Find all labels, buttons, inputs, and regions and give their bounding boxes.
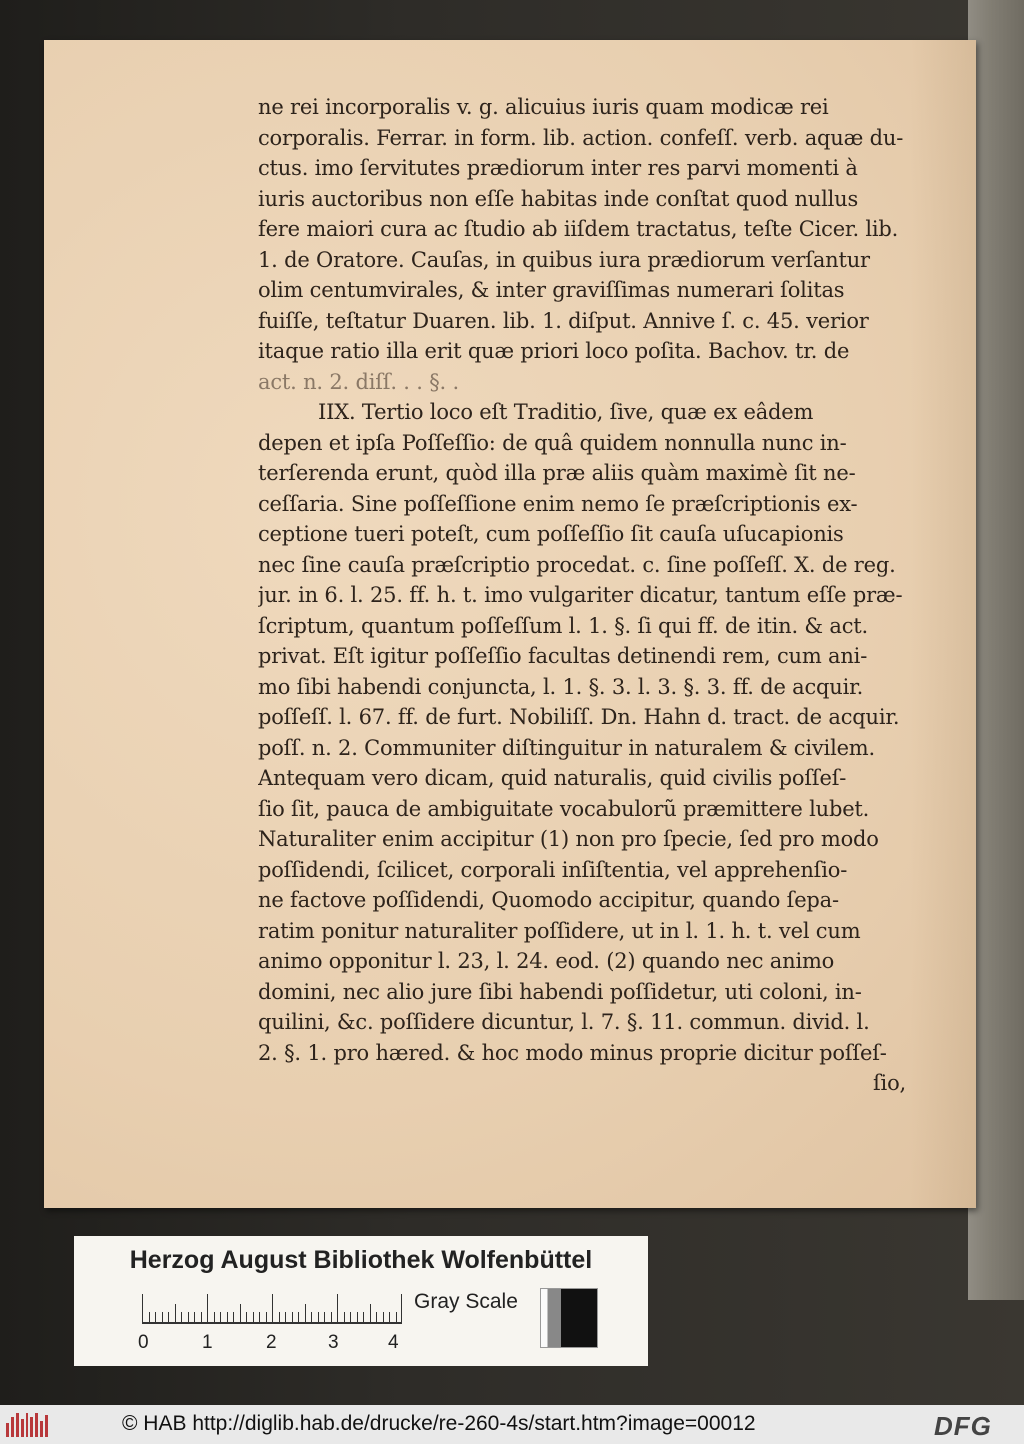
ruler-label-0: 0 [138, 1332, 149, 1353]
text-line: poſſeſſ. l. 67. ff. de furt. Nobiliſſ. Dn. Hahn d. tract. de acquir. [258, 705, 900, 729]
text-line: ſio ſit, pauca de ambiguitate vocabulorũ præmittere lubet. [258, 796, 870, 821]
text-line: ne rei incorporalis v. g. alicuius iuris quam modicæ rei [258, 95, 829, 119]
text-line: jur. in 6. l. 25. ff. h. t. imo vulgariter dicatur, tantum eſſe præ- [258, 583, 903, 607]
text-line: privat. Eſt igitur poſſeſſio facultas detinendi rem, cum ani- [258, 644, 868, 668]
hab-logo-icon [6, 1413, 48, 1437]
page-text [258, 92, 906, 1099]
text-line: 1. de Oratore. Cauſas, in quibus iura prædiorum verſantur [258, 247, 870, 272]
scale-ruler [142, 1294, 402, 1324]
text-line: olim centumvirales, & inter graviſſimas numerari ſolitas [258, 278, 845, 302]
text-line: Naturaliter enim accipitur (1) non pro ſpecie, ſed pro modo [258, 827, 879, 851]
ruler-label-2: 2 [266, 1332, 277, 1353]
text-line: ratim ponitur naturaliter poſſidere, ut in l. 1. h. t. vel cum [258, 918, 861, 943]
text-line: poſſidendi, ſcilicet, corporali inſiſtentia, vel apprehenſio- [258, 857, 848, 882]
catchword: ſio, [872, 1071, 906, 1095]
text-line: ceſſaria. Sine poſſeſſione enim nemo ſe præſcriptionis ex- [258, 491, 858, 516]
text-line: ſcriptum, quantum poſſeſſum l. 1. §. ſi qui ff. de itin. & act. [258, 613, 868, 638]
text-line: corporalis. Ferrar. in form. lib. action. confeſſ. verb. aquæ du- [258, 125, 904, 150]
text-line: depen et ipſa Poſſeſſio: de quâ quidem nonnulla nunc in- [258, 430, 847, 455]
library-color-card [74, 1236, 648, 1366]
text-line: Antequam vero dicam, quid naturalis, quid civilis poſſeſ- [258, 766, 847, 790]
text-line: 2. §. 1. pro hæred. & hoc modo minus proprie dicitur poſſeſ- [258, 1040, 887, 1065]
text-line: mo ſibi habendi conjuncta, l. 1. §. 3. l. 3. §. 3. ff. de acquir. [258, 674, 864, 699]
page-edge-strip [968, 0, 1024, 1300]
text-line: fuiſſe, teſtatur Duaren. lib. 1. diſput. Annive ſ. c. 45. verior [258, 308, 869, 333]
text-line: domini, nec alio jure ſibi habendi poſſidetur, uti coloni, in- [258, 979, 862, 1004]
gray-scale-label: Gray Scale [414, 1290, 518, 1313]
text-line: itaque ratio illa erit quæ priori loco poſita. Bachov. tr. de [258, 339, 850, 363]
text-line: quilini, &c. poſſidere dicuntur, l. 7. §. 11. commun. divid. l. [258, 1010, 870, 1034]
bottom-credit-bar [0, 1405, 1024, 1444]
text-line: act. n. 2. diſſ. . . §. . [258, 369, 459, 394]
library-name: Herzog August Bibliothek Wolfenbüttel [129, 1246, 593, 1274]
text-line: ceptione tueri poteſt, cum poſſeſſio ſit cauſa uſucapionis [258, 522, 844, 546]
text-line: nec ſine cauſa præſcriptio procedat. c. ſine poſſeſſ. X. de reg. [258, 552, 896, 577]
text-line: animo opponitur l. 23, l. 24. eod. (2) quando nec animo [258, 949, 835, 973]
page-shading [910, 40, 976, 1208]
text-line: poſſ. n. 2. Communiter diſtinguitur in naturalem & civilem. [258, 735, 876, 760]
text-line: ne factove poſſidendi, Quomodo accipitur, quando ſepa- [258, 888, 839, 912]
text-line: terſerenda erunt, quòd illa præ aliis quàm maximè ſit ne- [258, 461, 856, 485]
ruler-label-3: 3 [328, 1332, 339, 1353]
section-heading-line: IIX. Tertio loco eſt Traditio, ſive, quæ ex eâdem [318, 400, 814, 424]
copyright-link[interactable]: © HAB http://diglib.hab.de/drucke/re-260-4s/start.htm?image=00012 [122, 1412, 756, 1435]
text-line: ctus. imo ſervitutes prædiorum inter res parvi momenti à [258, 156, 858, 180]
dfg-logo-icon: DFG [934, 1411, 992, 1441]
ruler-label-4: 4 [388, 1332, 399, 1353]
text-line: fere maiori cura ac ſtudio ab iiſdem tractatus, teſte Cicer. lib. [258, 217, 899, 241]
text-line: iuris auctoribus non eſſe habitas inde conſtat quod nullus [258, 186, 859, 211]
ruler-label-1: 1 [202, 1332, 213, 1353]
gray-scale-chip [540, 1288, 598, 1348]
